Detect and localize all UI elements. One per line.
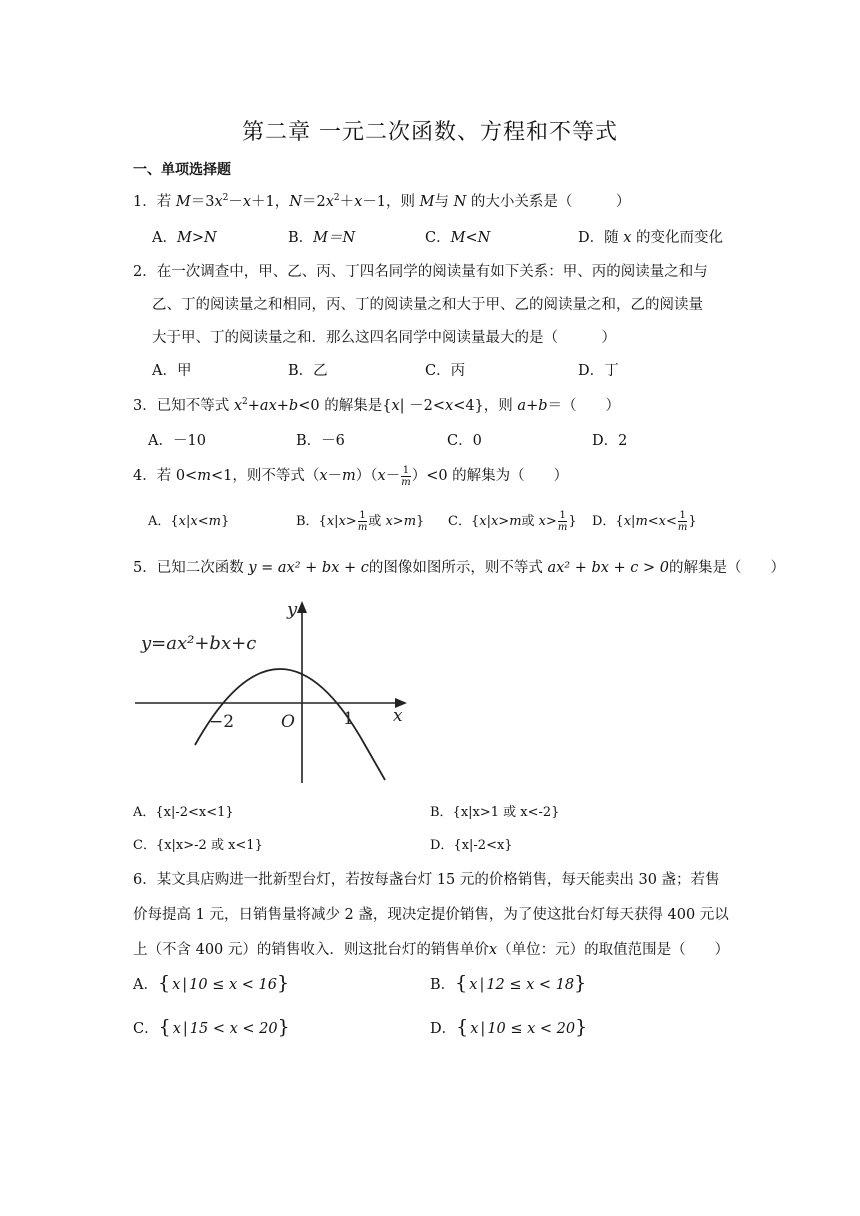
question-2-line-2: 乙、丁的阅读量之和相同，丙、丁的阅读量之和大于甲、乙的阅读量之和，乙的阅读量: [152, 297, 703, 313]
question-5: 5．已知二次函数 y = ax² + bx + c的图像如图所示，则不等式 ax² + bx + c > 0的解集是（ ）: [133, 560, 786, 576]
q3-option-c: C．0: [447, 433, 482, 449]
tick-1: 1: [343, 709, 354, 729]
question-6-line-1: 6．某文具店购进一批新型台灯，若按每盏台灯 15 元的价格销售，每天能卖出 30 盏；若售: [133, 872, 720, 888]
question-6-line-2: 价每提高 1 元，日销售量将减少 2 盏，现决定提价销售，为了使这批台灯每天获得 400 元以: [133, 907, 729, 923]
q5-option-d: D．{x|-2<x}: [430, 838, 513, 853]
question-2-line-1: 2．在一次调查中，甲、乙、丙、丁四名同学的阅读量有如下关系：甲、丙的阅读量之和与: [133, 264, 708, 280]
q1-option-b: B．M＝N: [288, 230, 356, 246]
q2-option-d: D．丁: [578, 363, 619, 379]
question-4: 4．若 0<m<1，则不等式（x－m）（x－ $\frac{1}{m}$ ）<0 的解集为（ ）: [133, 464, 569, 488]
q2-option-b: B．乙: [288, 363, 328, 379]
q6-option-a: A．{ x | 10 ≤ x < 16}: [133, 972, 290, 994]
q4-option-c: C．{x|x>m或 x> $\frac{1}{m}$ }: [448, 510, 577, 533]
q1-option-a: A．M>N: [152, 230, 217, 246]
q4-option-d: D．{x|m<x< $\frac{1}{m}$ }: [592, 510, 697, 533]
q6-option-c: C．{ x | 15 < x < 20}: [133, 1016, 290, 1038]
question-2-line-3: 大于甲、丁的阅读量之和．那么这四名同学中阅读量最大的是（ ）: [152, 330, 616, 346]
q3-option-b: B．－6: [296, 433, 345, 449]
question-3: 3．已知不等式 $x^2+ax+b<0$ 的解集是{x| －2<x<4}，则 a+b＝（ ）: [133, 397, 621, 414]
q2-option-a: A．甲: [152, 363, 192, 379]
q5-option-c: C．{x|x>-2 或 x<1}: [133, 838, 263, 853]
parabola-graph: [135, 595, 435, 785]
q4-option-b: B．{x|x> $\frac{1}{m}$ 或 x>m}: [296, 510, 425, 533]
q5-option-a: A．{x|-2<x<1}: [133, 805, 234, 820]
y-label: y: [287, 599, 298, 620]
q1-option-c: C．M<N: [425, 230, 491, 246]
page-title: 第二章 一元二次函数、方程和不等式: [242, 120, 618, 145]
q6-option-b: B．{ x | 12 ≤ x < 18}: [430, 972, 587, 994]
y-axis-arrow: [297, 601, 307, 613]
q3-option-d: D．2: [592, 433, 628, 449]
x-label: x: [393, 706, 403, 726]
question-6-line-3: 上（不含 400 元）的销售收入．则这批台灯的销售单价x（单位：元）的取值范围是（ ）: [133, 942, 730, 958]
q1-option-d: D．随 x 的变化而变化: [578, 230, 724, 246]
function-label: y=ax²+bx+c: [141, 633, 257, 654]
q3-option-a: A．－10: [148, 433, 206, 449]
origin-label: O: [281, 712, 295, 732]
q2-option-c: C．丙: [425, 363, 466, 379]
q4-option-a: A．{x|x<m}: [148, 514, 230, 529]
q6-option-d: D．{ x | 10 ≤ x < 20}: [430, 1016, 588, 1038]
tick-minus-2: −2: [209, 712, 235, 732]
question-1: 1．若 $M=3x^2-x+1$，$N=2x^2+x-1$，则 M与 N 的大小关系是（ ）: [133, 193, 631, 210]
q5-option-b: B．{x|x>1 或 x<-2}: [430, 805, 560, 820]
section-heading: 一、单项选择题: [133, 162, 231, 178]
